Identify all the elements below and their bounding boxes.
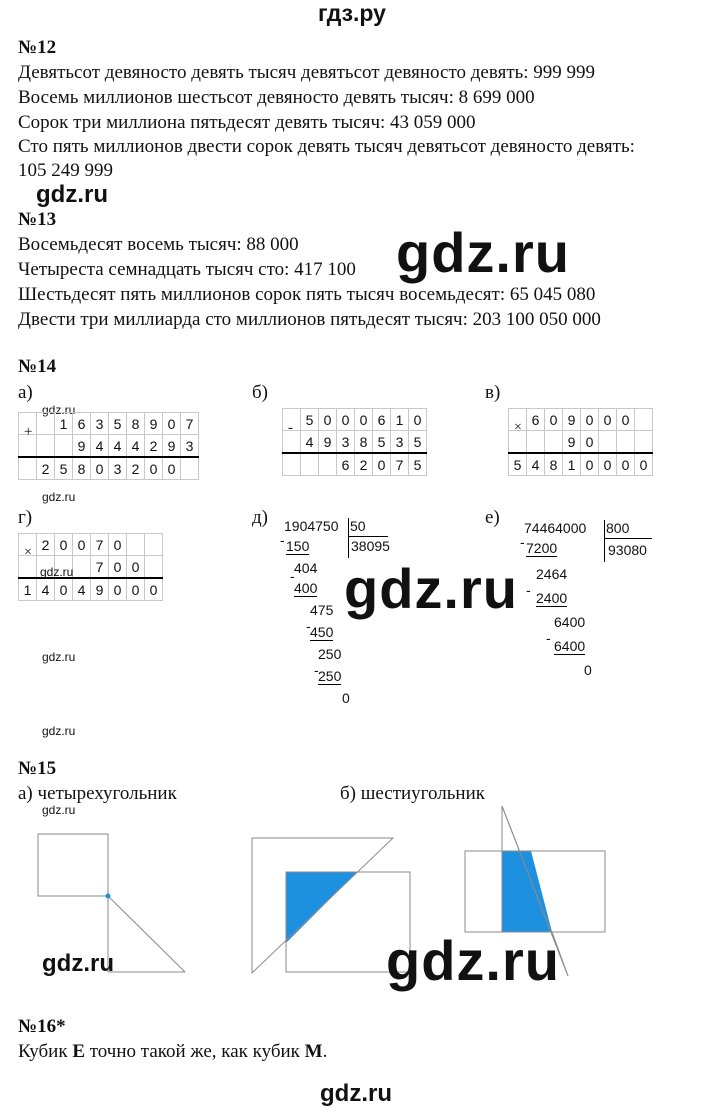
- minus-sign: -: [288, 420, 293, 436]
- divisor: 800: [606, 520, 630, 536]
- watermark: gdz.ru: [40, 565, 74, 579]
- long-division-d: 1904750 50 38095 - 150 - 404 400 475 - 450 250 - 250 0: [280, 518, 390, 706]
- column-addition-a: 1 6 3 5 8 9 0 7 9 4 4 4 2 9 3 2 5 8 0 3 2 0 0: [18, 412, 199, 480]
- p16-text: Кубик Е точно такой же, как кубик М.: [18, 1041, 328, 1062]
- p12-line-1: Девятьсот девяносто девять тысяч девятьсот девяносто девять: 999 999: [18, 62, 596, 83]
- dividend: 1904750: [284, 518, 339, 534]
- column-subtraction-b: 5 0 0 0 6 1 0 4 9 3 8 5 3 5 6 2 0 7 5: [282, 408, 427, 476]
- p13-line-1: Восемьдесят восемь тысяч: 88 000: [18, 234, 299, 255]
- label-quadrilateral: а) четырехугольник: [18, 783, 177, 804]
- watermark-large: gdz.ru: [386, 929, 560, 992]
- watermark: gdz.ru: [42, 950, 114, 977]
- p13-line-4: Двести три миллиарда сто миллионов пятьдесят тысяч: 203 100 050 000: [18, 309, 601, 330]
- label-d: д): [252, 507, 268, 528]
- quotient: 93080: [608, 542, 647, 558]
- p13-line-3: Шестьдесят пять миллионов сорок пять тысяч восемьдесят: 65 045 080: [18, 284, 596, 305]
- watermark: gdz.ru: [42, 650, 76, 664]
- label-b: б): [252, 382, 268, 403]
- problem-16-title: №16*: [18, 1016, 66, 1037]
- long-division-e: 74464000 800 93080 - 7200 2464 - 2400 6400 - 6400 0: [524, 520, 694, 690]
- label-g: г): [18, 507, 33, 528]
- shaded-region: [502, 851, 552, 932]
- watermark: gdz.ru: [42, 403, 76, 417]
- site-title: гдз.ру: [318, 0, 386, 26]
- divisor: 50: [350, 518, 366, 534]
- problem-13-title: №13: [18, 209, 57, 230]
- column-multiplication-g: 2 0 0 7 0 7 0 0 1 4 0 4 9 0 0 0: [18, 533, 163, 601]
- p12-line-4: Сто пять миллионов двести сорок девять тысяч девятьсот девяносто девять:: [18, 136, 635, 157]
- problem-12-title: №12: [18, 37, 57, 58]
- times-sign: ×: [514, 420, 522, 435]
- label-a: а): [18, 382, 33, 403]
- p12-line-5: 105 249 999: [18, 160, 113, 181]
- watermark: gdz.ru: [36, 181, 108, 208]
- watermark-large: gdz.ru: [396, 221, 570, 284]
- label-hexagon: б) шестиугольник: [340, 783, 485, 804]
- p12-line-3: Сорок три миллиона пятьдесят девять тысяч: 43 059 000: [18, 112, 476, 133]
- plus-sign: +: [24, 424, 33, 440]
- quotient: 38095: [351, 538, 390, 554]
- p13-line-2: Четыреста семнадцать тысяч сто: 417 100: [18, 259, 356, 280]
- watermark: gdz.ru: [42, 490, 76, 504]
- label-e: е): [485, 507, 500, 528]
- watermark-large: gdz.ru: [344, 557, 518, 620]
- problem-14-title: №14: [18, 356, 57, 377]
- watermark: gdz.ru: [320, 1080, 392, 1107]
- watermark: gdz.ru: [42, 724, 76, 738]
- label-v: в): [485, 382, 501, 403]
- column-multiplication-v: 6 0 9 0 0 0 9 0 5 4 8 1 0 0 0 0: [508, 408, 653, 476]
- times-sign: ×: [24, 545, 32, 560]
- dividend: 74464000: [524, 520, 587, 536]
- intersection-point: [106, 894, 111, 899]
- p12-line-2: Восемь миллионов шестьсот девяносто девять тысяч: 8 699 000: [18, 87, 535, 108]
- watermark: gdz.ru: [42, 803, 76, 817]
- problem-15-title: №15: [18, 758, 57, 779]
